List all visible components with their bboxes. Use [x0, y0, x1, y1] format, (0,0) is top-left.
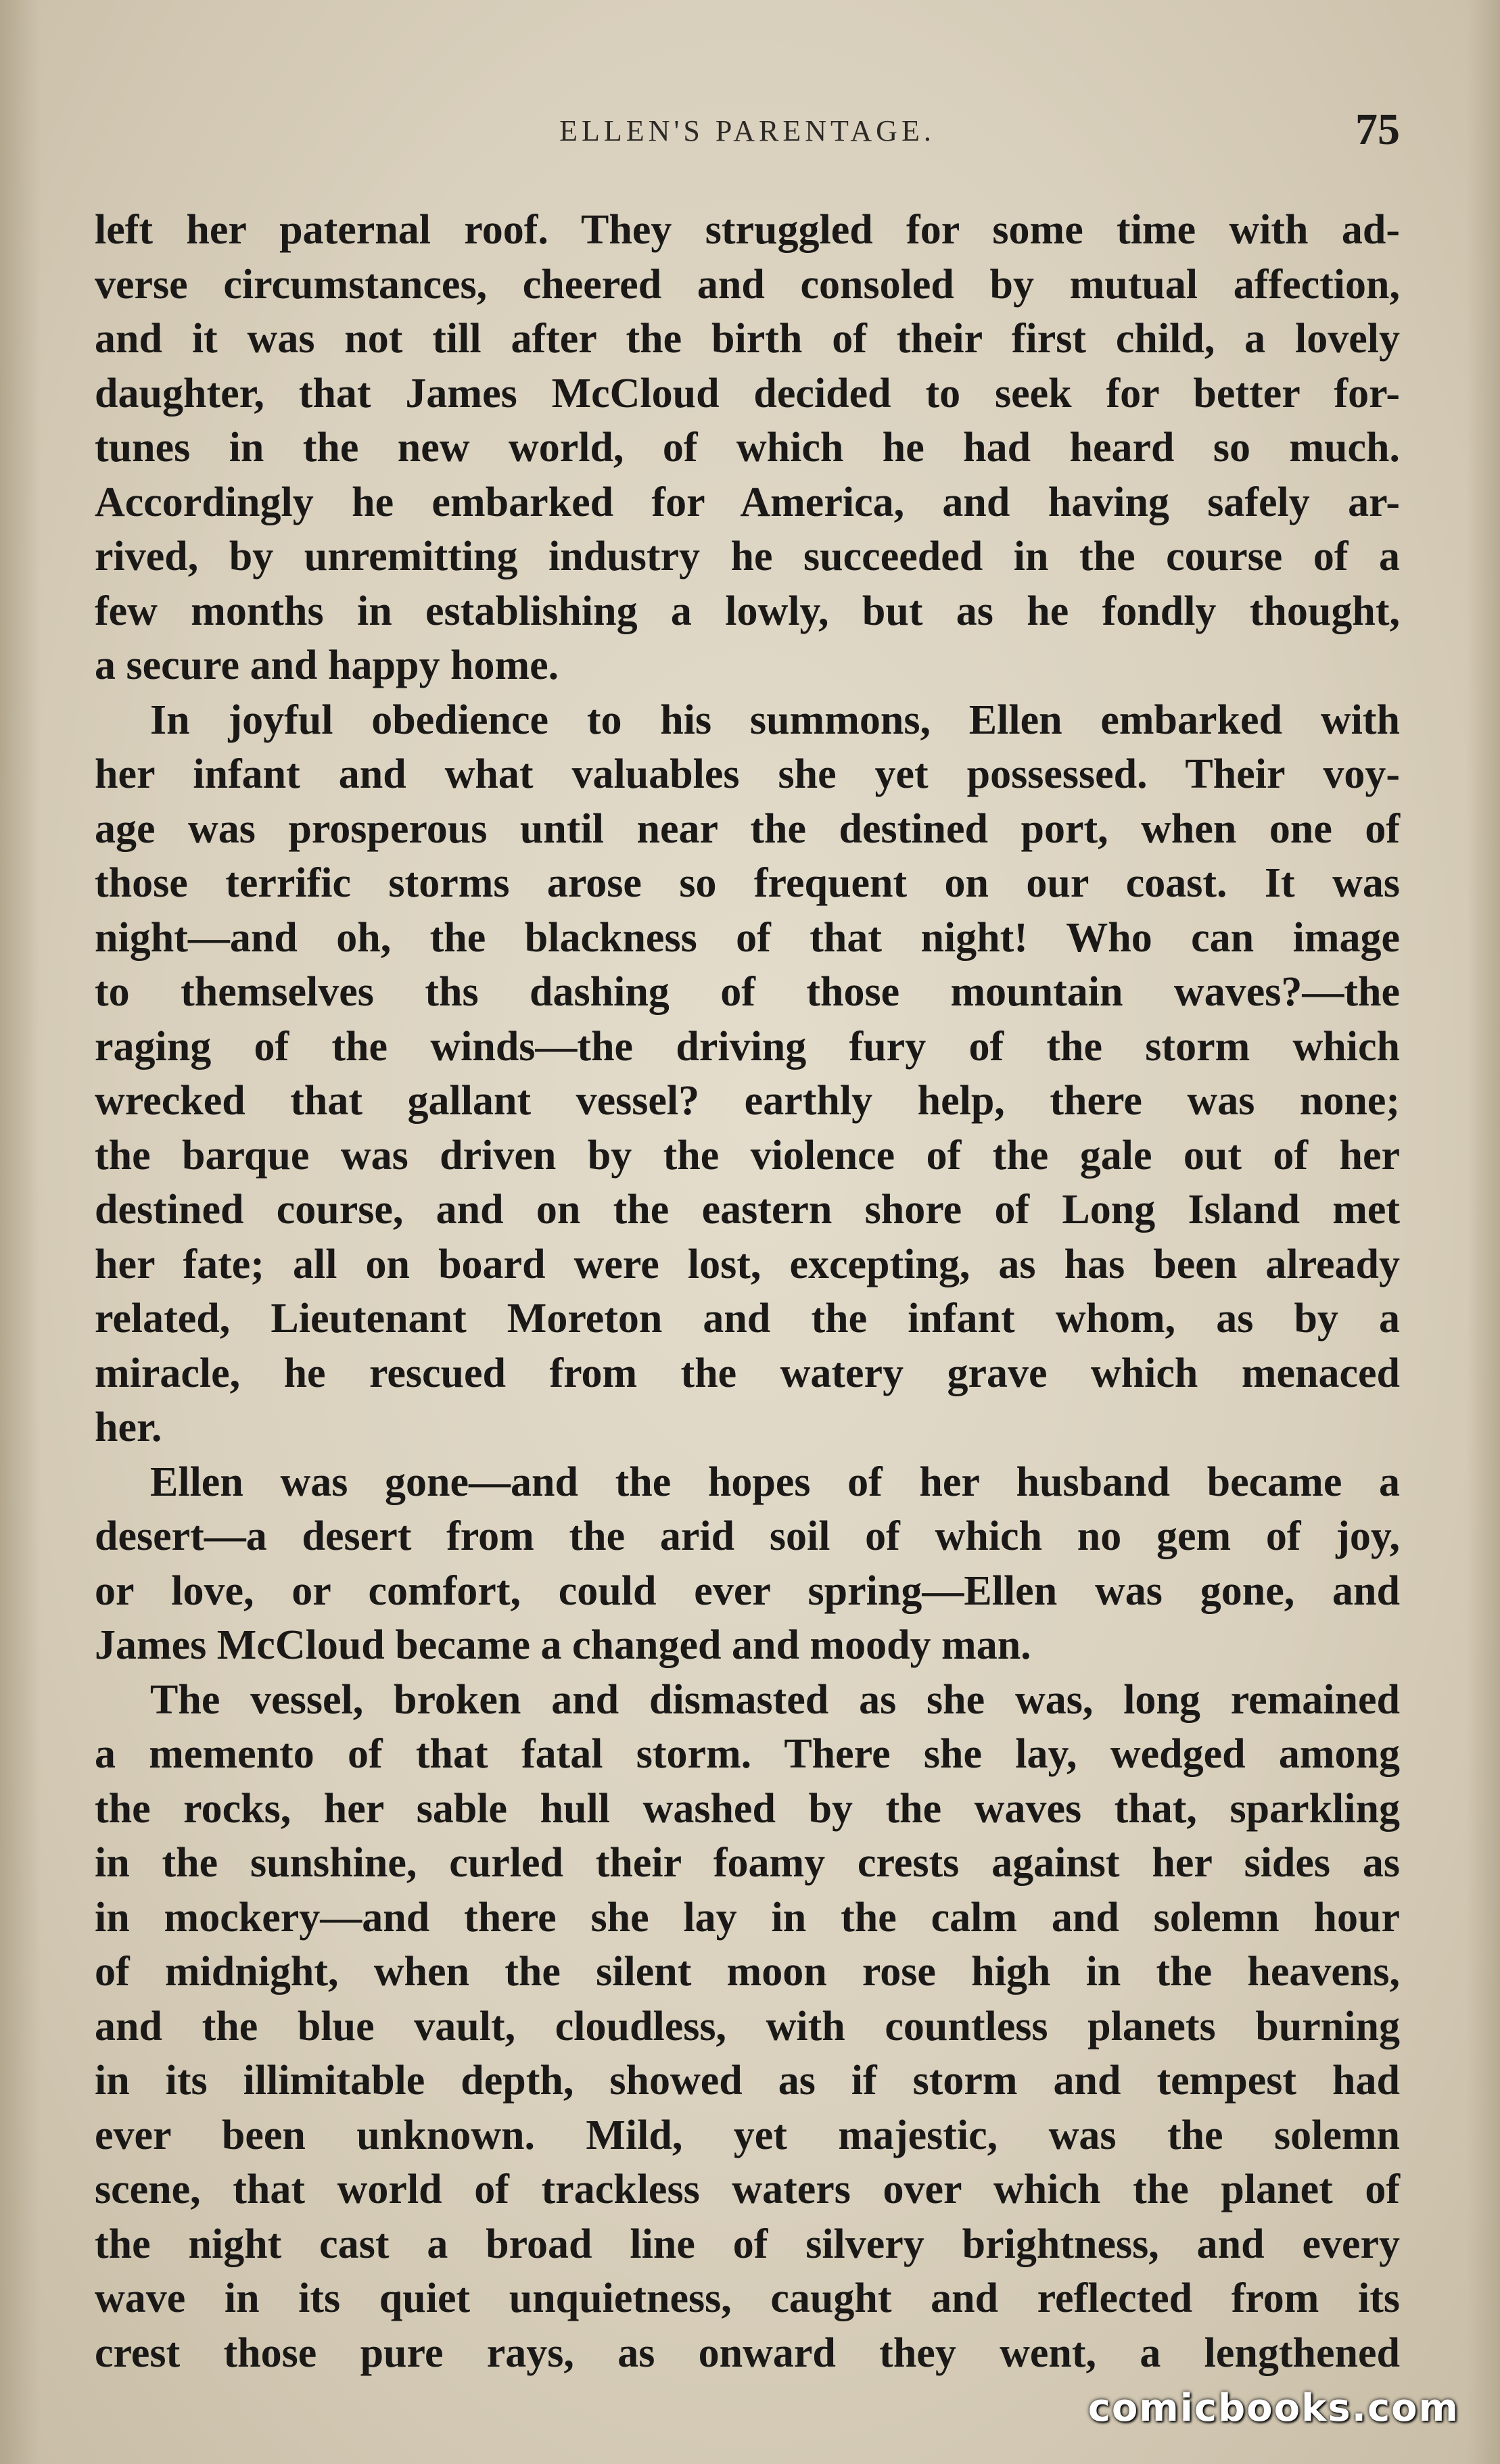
text-line: related, Lieutenant Moreton and the infant whom, as by a [95, 1296, 1400, 1342]
text-line: the barque was driven by the violence of the gale out of her [95, 1132, 1400, 1179]
text-line: left her paternal roof. They struggled for some time with ad- [95, 207, 1400, 253]
text-line: desert—a desert from the arid soil of which no gem of joy, [95, 1513, 1400, 1559]
text-line: those terrific storms arose so frequent on our coast. It was [95, 860, 1400, 906]
text-line: the night cast a broad line of silvery brightness, and every [95, 2221, 1400, 2267]
text-line: destined course, and on the eastern shore of Long Island met [95, 1187, 1400, 1233]
text-line: to themselves ths dashing of those mountain waves?—the [95, 969, 1400, 1015]
text-line: the rocks, her sable hull washed by the waves that, sparkling [95, 1785, 1400, 1832]
text-line: James McCloud became a changed and moody man. [95, 1622, 1031, 1668]
text-line: a secure and happy home. [95, 642, 559, 688]
text-line: and the blue vault, cloudless, with countless planets burning [95, 2003, 1400, 2050]
text-line: The vessel, broken and dismasted as she was, long remained [150, 1676, 1400, 1723]
text-line: raging of the winds—the driving fury of the storm which [95, 1023, 1400, 1070]
watermark-logo: comicbooks.com [1087, 2386, 1459, 2430]
text-line: in the sunshine, curled their foamy crests against her sides as [95, 1840, 1400, 1886]
text-line: daughter, that James McCloud decided to seek for better for- [95, 370, 1400, 417]
text-line: Accordingly he embarked for America, and having safely ar- [95, 479, 1400, 525]
text-line: tunes in the new world, of which he had heard so much. [95, 425, 1400, 471]
text-line: of midnight, when the silent moon rose high in the heavens, [95, 1949, 1400, 1995]
page-edge-shadow-left [0, 0, 41, 2464]
text-line: verse circumstances, cheered and consoled by mutual affection, [95, 261, 1400, 308]
text-line: a memento of that fatal storm. There she lay, wedged among [95, 1731, 1400, 1777]
page-header [95, 101, 1400, 176]
text-line: rived, by unremitting industry he succeeded in the course of a [95, 534, 1400, 579]
running-head: ELLEN'S PARENTAGE. [559, 114, 935, 147]
page-number: 75 [1355, 105, 1400, 154]
text-line: crest those pure rays, as onward they went, a lengthened [95, 2329, 1400, 2376]
text-line: In joyful obedience to his summons, Ellen embarked with [150, 696, 1400, 743]
page-edge-shadow-right [1466, 0, 1500, 2464]
text-line: few months in establishing a lowly, but as he fondly thought, [95, 588, 1400, 634]
body-text [95, 203, 1400, 2380]
text-line: in its illimitable depth, showed as if storm and tempest had [95, 2058, 1400, 2104]
text-line: miracle, he rescued from the watery grave which menaced [95, 1350, 1400, 1396]
text-line: in mockery—and there she lay in the calm and solemn hour [95, 1894, 1400, 1941]
text-line: Ellen was gone—and the hopes of her husband became a [150, 1459, 1400, 1505]
text-line: wave in its quiet unquietness, caught and reflected from its [95, 2275, 1400, 2321]
text-line: wrecked that gallant vessel? earthly help, there was none; [95, 1078, 1400, 1124]
text-line: age was prosperous until near the destined port, when one of [95, 805, 1400, 852]
text-line: ever been unknown. Mild, yet majestic, was the solemn [95, 2112, 1400, 2158]
text-line: her. [95, 1404, 162, 1450]
text-line: and it was not till after the birth of their first child, a lovely [95, 316, 1400, 362]
text-line: night—and oh, the blackness of that night! Who can image [95, 914, 1400, 961]
text-line: her fate; all on board were lost, excepting, as has been already [95, 1241, 1400, 1287]
text-line: or love, or comfort, could ever spring—Ellen was gone, and [95, 1567, 1400, 1614]
text-line: scene, that world of trackless waters over which the planet of [95, 2166, 1400, 2212]
text-line: her infant and what valuables she yet possessed. Their voy- [95, 751, 1400, 797]
